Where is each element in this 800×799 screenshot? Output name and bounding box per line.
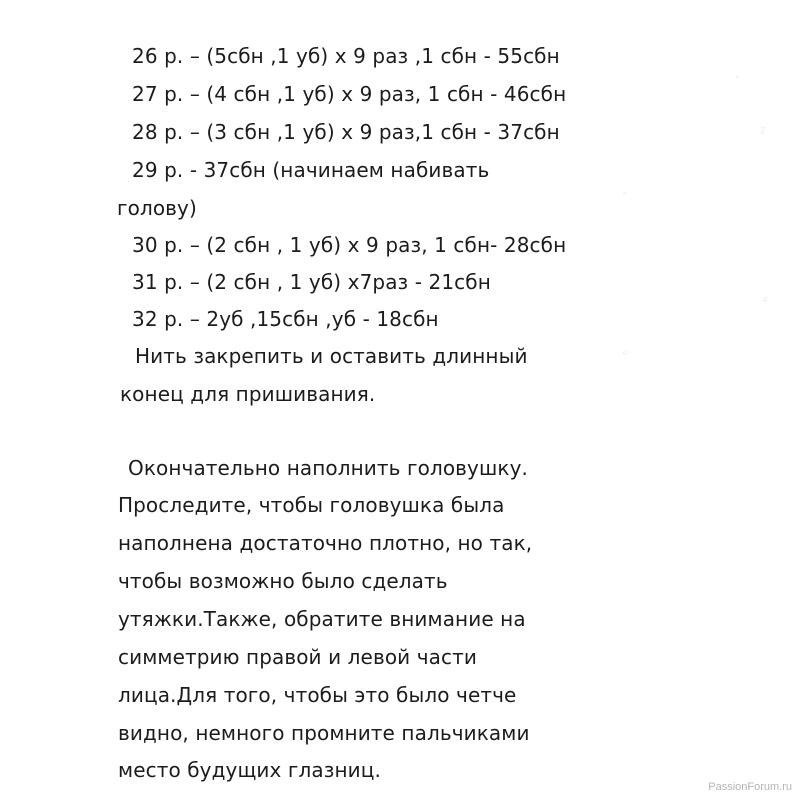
finishing-instruction-continued: конец для пришивания. <box>120 382 376 406</box>
paragraph-line: симметрию правой и левой части <box>118 645 477 669</box>
bleed-through-mark: ² <box>760 125 766 142</box>
bleed-through-mark: ° <box>762 295 769 312</box>
paragraph-line: Окончательно наполнить головушку. <box>128 456 528 480</box>
paragraph-line: наполнена достаточно плотно, но так, <box>118 531 533 555</box>
paragraph-line: видно, немного промните пальчиками <box>118 721 530 745</box>
pattern-row-32: 32 р. – 2уб ,15сбн ,уб - 18сбн <box>132 307 439 331</box>
pattern-row-31: 31 р. – (2 сбн , 1 уб) х7раз - 21сбн <box>132 270 491 294</box>
paragraph-line: Проследите, чтобы головушка была <box>118 493 505 517</box>
paragraph-line: лица.Для того, чтобы это было четче <box>118 683 517 707</box>
site-watermark: PassionForum.ru <box>708 781 792 793</box>
paragraph-line: чтобы возможно было сделать <box>118 569 448 593</box>
pattern-row-29: 29 р. - 37сбн (начинаем набивать <box>132 158 490 182</box>
bleed-through-mark: ° <box>622 348 629 365</box>
pattern-row-30: 30 р. – (2 сбн , 1 уб) х 9 раз, 1 сбн- 28сбн <box>132 233 567 257</box>
paragraph-line: утяжки.Также, обратите внимание на <box>118 607 526 631</box>
bleed-through-mark: ¸ <box>735 62 741 79</box>
bleed-through-mark: ¸ <box>622 178 628 195</box>
pattern-row-26: 26 р. – (5сбн ,1 уб) х 9 раз ,1 сбн - 55сбн <box>132 44 560 68</box>
paragraph-line: место будущих глазниц. <box>118 758 381 782</box>
pattern-row-29-continued: голову) <box>117 196 197 220</box>
pattern-row-28: 28 р. – (3 сбн ,1 уб) х 9 раз,1 сбн - 37сбн <box>132 120 560 144</box>
pattern-row-27: 27 р. – (4 сбн ,1 уб) х 9 раз, 1 сбн - 46сбн <box>132 82 567 106</box>
finishing-instruction: Нить закрепить и оставить длинный <box>135 344 528 368</box>
